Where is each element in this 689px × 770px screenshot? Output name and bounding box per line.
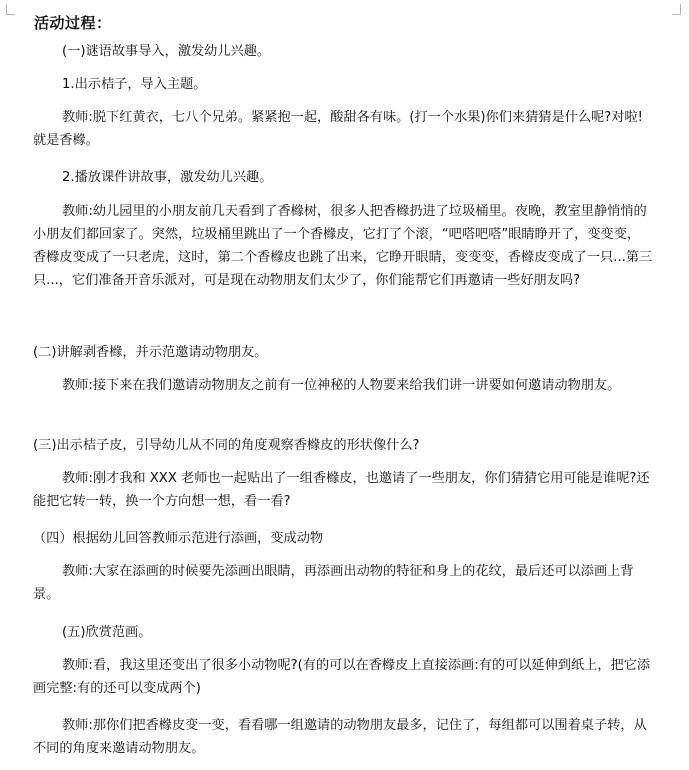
paragraph-10: （四）根据幼儿回答教师示范进行添画，变成动物 xyxy=(33,531,324,546)
page-corner-mark-left xyxy=(6,4,15,15)
paragraph-1: (一)谜语故事导入，激发幼儿兴趣。 xyxy=(62,44,271,59)
paragraph-6: (二)讲解剥香橼，并示范邀请动物朋友。 xyxy=(33,345,268,360)
paragraph-7: 教师:接下来在我们邀请动物朋友之前有一位神秘的人物要来给我们讲一讲要如何邀请动物朋友。 xyxy=(62,378,621,393)
paragraph-9: 教师:刚才我和 XXX 老师也一起贴出了一组香橼皮，也邀请了一些朋友，你们猜猜它用可能是谁呢?还能把它转一转，换一个方向想一想，看一看? xyxy=(33,471,650,509)
page-corner-mark-right xyxy=(672,4,681,15)
section-heading: 活动过程： xyxy=(34,14,112,32)
paragraph-2: 1.出示桔子，导入主题。 xyxy=(62,77,207,92)
paragraph-8: (三)出示桔子皮，引导幼儿从不同的角度观察香橼皮的形状像什么? xyxy=(33,438,420,453)
paragraph-12: (五)欣赏范画。 xyxy=(62,625,152,640)
paragraph-14: 教师:那你们把香橼皮变一变，看看哪一组邀请的动物朋友最多，记住了，每组都可以围着桌子转，从不同的角度来邀请动物朋友。 xyxy=(33,718,647,756)
paragraph-4: 2.播放课件讲故事，激发幼儿兴趣。 xyxy=(62,170,273,185)
paragraph-13: 教师:看，我这里还变出了很多小动物呢?(有的可以在香橼皮上直接添画:有的可以延伸到纸上，把它添画完整:有的还可以变成两个) xyxy=(33,658,651,696)
paragraph-11: 教师:大家在添画的时候要先添画出眼睛，再添画出动物的特征和身上的花纹，最后还可以添画上背景。 xyxy=(33,564,634,602)
paragraph-5: 教师:幼儿园里的小朋友前几天看到了香橼树，很多人把香橼扔进了垃圾桶里。夜晚，教室里静悄悄的小朋友们都回家了。突然，垃圾桶里跳出了一个香橼皮，它打了个滚，“吧嗒吧嗒”眼睛睁开了，变变变，香橼皮变成了一只老虎，这时，第二个香橼皮也跳了出来，它睁开眼睛，变变变，香橼皮变成了一只...第三只...，它们准备开音乐派对，可是现在动物朋友们太少了，你们能帮它们再邀请一些好朋友吗? xyxy=(33,204,653,288)
paragraph-3: 教师:脱下红黄衣，七八个兄弟。紧紧抱一起，酸甜各有味。(打一个水果)你们来猜猜是什么呢?对啦!就是香橼。 xyxy=(33,110,643,148)
